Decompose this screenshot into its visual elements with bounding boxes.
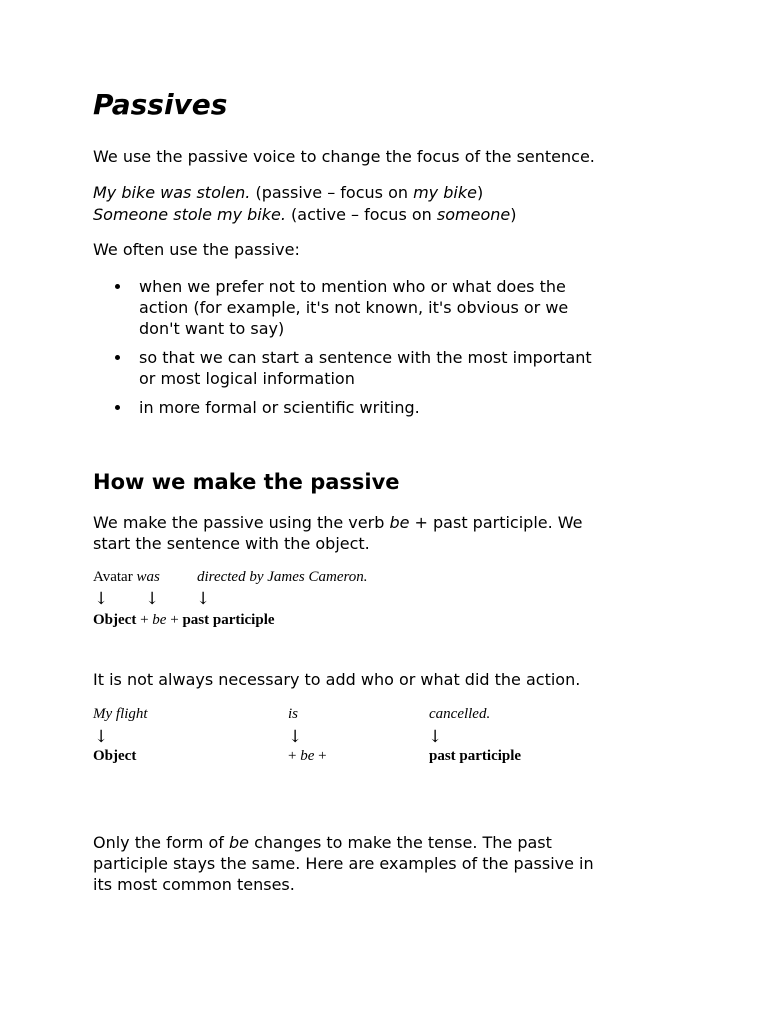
example-passive xyxy=(93,182,483,203)
example-active-focus: someone xyxy=(436,205,511,224)
diagram-1-was: was xyxy=(136,569,160,585)
bullet-1-line-2: action (for example, it's not known, it's obvious or we xyxy=(139,298,569,317)
bullet-3-line-1: in more formal or scientific writing. xyxy=(139,398,420,417)
diagram-1-plus-2: + xyxy=(166,612,183,628)
diagram-2-label-participle: past participle xyxy=(429,748,522,764)
diagram-2-label-participle-wrap xyxy=(429,748,521,765)
diagram-2-label-be-wrap xyxy=(288,748,327,765)
bullet-dot-icon xyxy=(115,355,120,360)
diagram-2-verb: cancelled. xyxy=(429,706,491,722)
diagram-2-label-object: Object xyxy=(93,748,137,764)
make-line-1-be: be xyxy=(389,513,410,532)
diagram-2-arrow-object: ↓ xyxy=(94,727,109,747)
make-paragraph-line-2: start the sentence with the object. xyxy=(93,534,370,553)
diagram-1-label-object: Object xyxy=(93,612,137,628)
only-form-line-3: its most common tenses. xyxy=(93,875,295,894)
page-title: Passives xyxy=(93,88,228,121)
make-line-1-pre: We make the passive using the verb xyxy=(93,513,390,532)
diagram-2-subject: My flight xyxy=(93,706,148,722)
diagram-2-is: is xyxy=(288,706,299,722)
only-form-line-1 xyxy=(93,832,552,853)
example-passive-focus: my bike xyxy=(413,183,477,202)
often-use-paragraph: We often use the passive: xyxy=(93,240,300,259)
diagram-1-sentence xyxy=(93,569,160,586)
example-active-note-pre: (active – focus on xyxy=(285,205,437,224)
diagram-2-label-be: be xyxy=(300,748,315,764)
section-heading-how-to-make: How we make the passive xyxy=(93,470,400,494)
only-form-line-1-pre: Only the form of xyxy=(93,833,229,852)
make-paragraph-line-1 xyxy=(93,512,583,533)
not-always-paragraph: It is not always necessary to add who or what did the action. xyxy=(93,670,581,689)
bullet-item-3 xyxy=(93,397,693,418)
only-form-line-1-be: be xyxy=(228,833,249,852)
diagram-1-label-be: be xyxy=(152,612,167,628)
diagram-1-rest: directed by James Cameron. xyxy=(197,569,368,585)
diagram-1-plus-1: + xyxy=(136,612,153,628)
diagram-2-label-be-pre: + xyxy=(288,748,301,764)
diagram-2-arrow-participle: ↓ xyxy=(428,727,443,747)
diagram-2-label-be-post: + xyxy=(314,748,327,764)
intro-paragraph: We use the passive voice to change the focus of the sentence. xyxy=(93,147,595,166)
diagram-2-arrow-be: ↓ xyxy=(288,727,303,747)
diagram-1-arrow-participle: ↓ xyxy=(196,589,211,609)
bullet-item-1 xyxy=(93,276,693,339)
diagram-1-label-participle: past participle xyxy=(182,612,275,628)
bullet-item-2 xyxy=(93,347,693,389)
diagram-1-labels xyxy=(93,612,275,629)
example-active xyxy=(93,204,516,225)
diagram-1-subject: Avatar xyxy=(93,569,133,585)
example-passive-note-post: ) xyxy=(476,183,484,202)
diagram-2-label-object-wrap xyxy=(93,748,136,765)
make-line-1-post: + past participle. We xyxy=(409,513,583,532)
example-passive-sentence: My bike was stolen. xyxy=(93,183,251,202)
bullet-dot-icon xyxy=(115,284,120,289)
example-active-note-post: ) xyxy=(510,205,517,224)
bullet-dot-icon xyxy=(115,405,120,410)
bullet-2-line-2: or most logical information xyxy=(139,369,355,388)
only-form-line-2: participle stays the same. Here are examples of the passive in xyxy=(93,854,594,873)
example-passive-note-pre: (passive – focus on xyxy=(250,183,414,202)
bullet-2-line-1: so that we can start a sentence with the most important xyxy=(139,348,592,367)
diagram-1-arrow-object: ↓ xyxy=(94,589,109,609)
diagram-1-arrow-be: ↓ xyxy=(145,589,160,609)
bullet-1-line-3: don't want to say) xyxy=(139,319,285,338)
example-active-sentence: Someone stole my bike. xyxy=(93,205,286,224)
bullet-1-line-1: when we prefer not to mention who or what does the xyxy=(139,277,566,296)
usage-bullet-list xyxy=(93,276,693,426)
only-form-line-1-post: changes to make the tense. The past xyxy=(248,833,552,852)
